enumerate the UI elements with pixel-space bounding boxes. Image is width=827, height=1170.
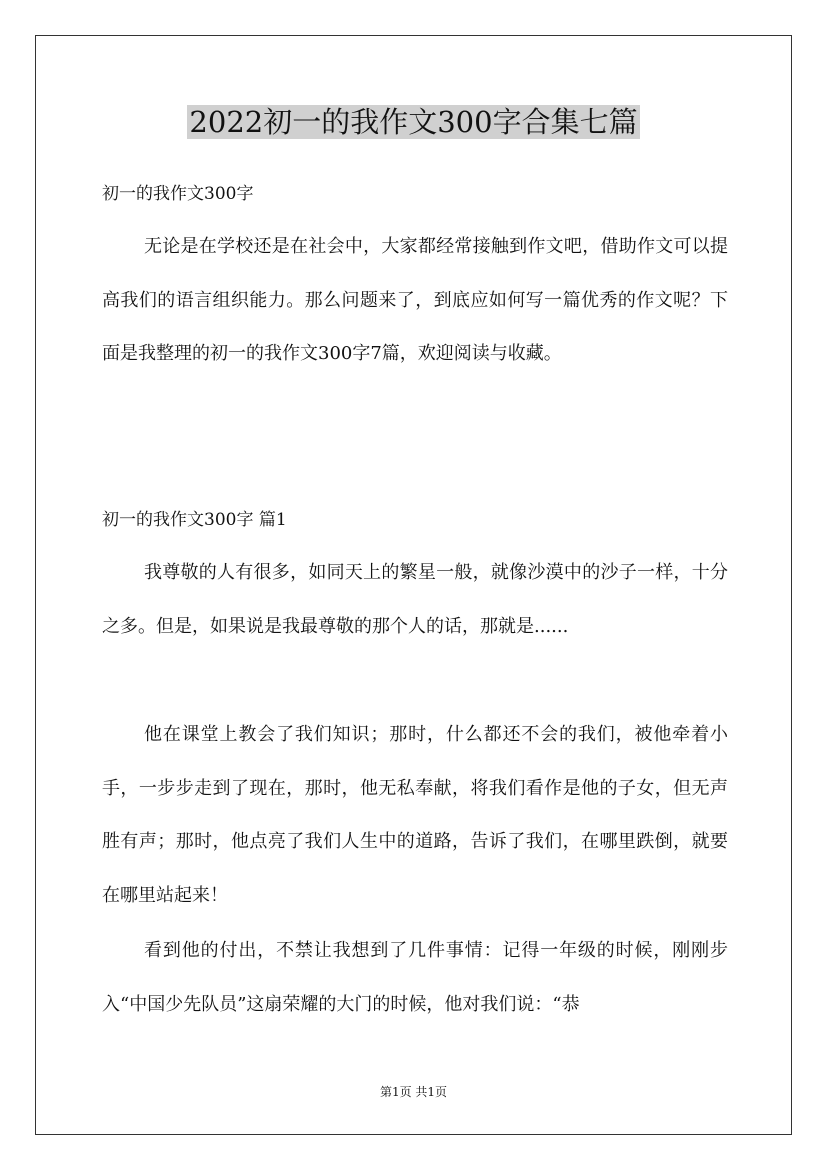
page-number-footer: 第1页 共1页 [379,1085,448,1099]
document-title [0,100,827,144]
section-1-paragraph: 他在课堂上教会了我们知识；那时，什么都还不会的我们，被他牵着小手，一步步走到了现在，那时，他无私奉献，将我们看作是他的子女，但无声胜有声；那时，他点亮了我们人生中的道路，告诉了我们，在哪里跌倒，就要在哪里站起来！ [102,724,728,906]
section-1-heading: 初一的我作文300字 篇1 [102,510,287,530]
section-1-paragraph: 我尊敬的人有很多，如同天上的繁星一般，就像沙漠中的沙子一样，十分之多。但是，如果说是我最尊敬的那个人的话，那就是...... [102,562,728,637]
document-title-text: 2022初一的我作文300字合集七篇 [189,105,638,139]
section-1-paragraph: 看到他的付出，不禁让我想到了几件事情：记得一年级的时候，刚刚步入“中国少先队员”这扇荣耀的大门的时候，他对我们说：“恭 [102,940,728,1015]
intro-heading: 初一的我作文300字 [102,184,254,204]
intro-paragraph: 无论是在学校还是在社会中，大家都经常接触到作文吧，借助作文可以提高我们的语言组织能力。那么问题来了，到底应如何写一篇优秀的作文呢？下面是我整理的初一的我作文300字7篇，欢迎阅读与收藏。 [102,236,728,364]
